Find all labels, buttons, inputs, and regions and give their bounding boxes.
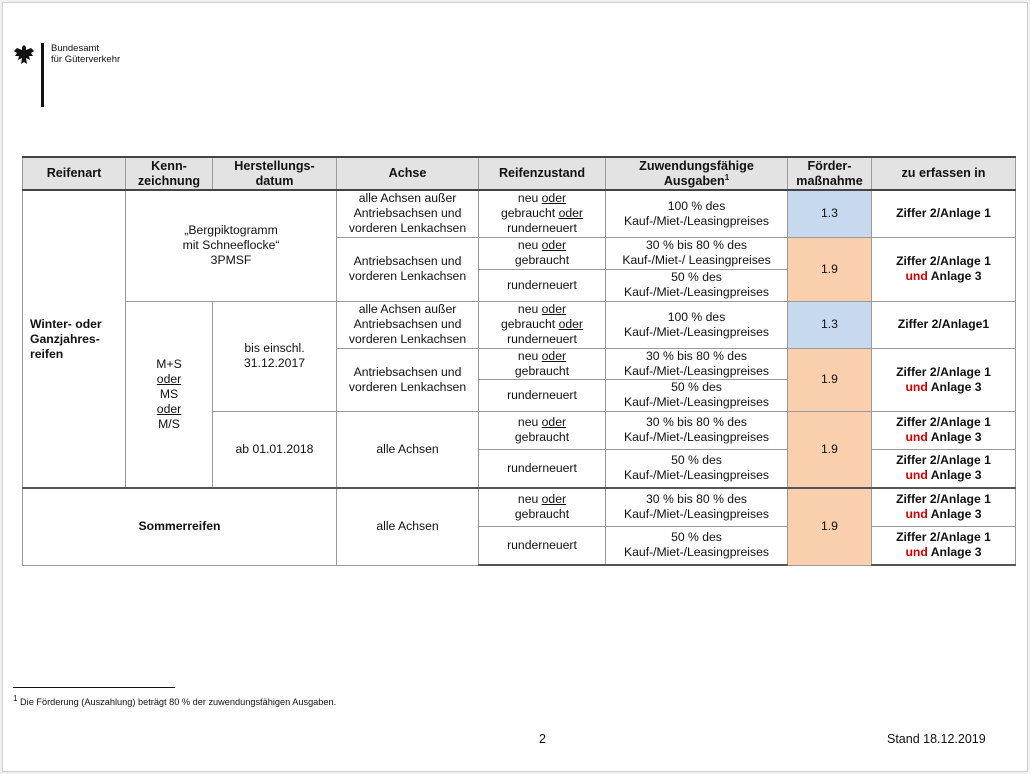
cell-erfassen: Ziffer 2/Anlage1	[872, 301, 1016, 348]
cell-achse: alle Achsen außer Antriebsachsen und vorderen Lenkachsen	[337, 301, 479, 348]
logo-divider	[41, 43, 44, 107]
table-row	[23, 190, 1016, 237]
cell-massnahme-1-9: 1.9	[788, 348, 872, 411]
cell-achse: alle Achsen	[337, 488, 479, 565]
footnote-text: Die Förderung (Auszahlung) beträgt 80 % der zuwendungsfähigen Ausgaben.	[20, 697, 337, 707]
col-header-ausgaben: Zuwendungsfähige Ausgaben$^1$	[606, 157, 788, 190]
table-row	[23, 301, 1016, 348]
cell-zustand: neu oder gebraucht	[479, 488, 606, 526]
cell-erfassen: Ziffer 2/Anlage 1 und Anlage 3	[872, 488, 1016, 526]
cell-ausgaben: 30 % bis 80 % des Kauf-/Miet-/Leasingpreises 50 % des Kauf-/Miet-/Leasingpreises	[606, 348, 788, 411]
cell-zustand: neu oder gebraucht	[479, 411, 606, 449]
cell-erfassen: Ziffer 2/Anlage 1 und Anlage 3	[872, 449, 1016, 488]
cell-zustand: neu oder gebraucht runderneuert	[479, 348, 606, 411]
table-header-row	[23, 157, 1016, 190]
cell-erfassen: Ziffer 2/Anlage 1 und Anlage 3	[872, 411, 1016, 449]
cell-ausgaben: 30 % bis 80 % des Kauf-/Miet-/ Leasingpreises	[606, 237, 788, 269]
cell-erfassen: Ziffer 2/Anlage 1	[872, 190, 1016, 237]
federal-eagle-icon	[13, 43, 35, 67]
cell-zustand: neu oder gebraucht oder runderneuert	[479, 190, 606, 237]
cell-zustand: neu oder gebraucht oder runderneuert	[479, 301, 606, 348]
cell-zustand: runderneuert	[479, 269, 606, 301]
cell-achse: Antriebsachsen und vorderen Lenkachsen	[337, 237, 479, 301]
cell-erfassen: Ziffer 2/Anlage 1 und Anlage 3	[872, 237, 1016, 301]
page-number: 2	[539, 732, 546, 746]
cell-ms-kennzeichnung: M+S oder MS oder M/S	[126, 301, 213, 488]
col-header-achse: Achse	[337, 157, 479, 190]
cell-massnahme-1-9: 1.9	[788, 237, 872, 301]
footnote-marker: 1	[13, 693, 18, 703]
cell-massnahme-1-3: 1.3	[788, 301, 872, 348]
cell-achse: alle Achsen außer Antriebsachsen und vorderen Lenkachsen	[337, 190, 479, 237]
cell-winter-reifenart: Winter- oder Ganzjahres-reifen	[23, 190, 126, 488]
cell-ausgaben: 50 % des Kauf-/Miet-/Leasingpreises	[606, 449, 788, 488]
cell-ausgaben: 30 % bis 80 % des Kauf-/Miet-/Leasingpreises	[606, 411, 788, 449]
cell-herstellungsdatum-bis: bis einschl. 31.12.2017	[213, 301, 337, 411]
organization-name: Bundesamt für Güterverkehr	[51, 43, 121, 65]
col-header-reifenzustand: Reifenzustand	[479, 157, 606, 190]
cell-3pmsf-kennzeichnung: „Bergpiktogramm mit Schneeflocke“ 3PMSF	[126, 190, 337, 301]
cell-erfassen: Ziffer 2/Anlage 1 und Anlage 3	[872, 348, 1016, 411]
footnote-divider	[13, 687, 175, 688]
cell-zustand: runderneuert	[479, 526, 606, 565]
cell-achse: Antriebsachsen und vorderen Lenkachsen	[337, 348, 479, 411]
document-date: Stand 18.12.2019	[887, 732, 986, 746]
table-row	[23, 488, 1016, 526]
cell-herstellungsdatum-ab: ab 01.01.2018	[213, 411, 337, 488]
cell-ausgaben: 30 % bis 80 % des Kauf-/Miet-/Leasingpreises	[606, 488, 788, 526]
footnote	[13, 693, 337, 707]
cell-achse: alle Achsen	[337, 411, 479, 488]
col-header-reifenart: Reifenart	[23, 157, 126, 190]
cell-zustand: runderneuert	[479, 449, 606, 488]
col-header-erfassen: zu erfassen in	[872, 157, 1016, 190]
cell-ausgaben: 100 % des Kauf-/Miet-/Leasingpreises	[606, 301, 788, 348]
cell-sommer-reifenart: Sommerreifen	[23, 488, 337, 565]
cell-ausgaben: 100 % des Kauf-/Miet-/Leasingpreises	[606, 190, 788, 237]
col-header-herstellungsdatum: Herstellungs- datum	[213, 157, 337, 190]
cell-massnahme-1-9: 1.9	[788, 411, 872, 488]
cell-massnahme-1-3: 1.3	[788, 190, 872, 237]
document-page	[2, 2, 1028, 772]
tire-funding-table	[22, 156, 1016, 566]
cell-ausgaben: 50 % des Kauf-/Miet-/Leasingpreises	[606, 526, 788, 565]
col-header-kennzeichnung: Kenn- zeichnung	[126, 157, 213, 190]
cell-erfassen: Ziffer 2/Anlage 1 und Anlage 3	[872, 526, 1016, 565]
cell-zustand: neu oder gebraucht	[479, 237, 606, 269]
cell-ausgaben: 50 % des Kauf-/Miet-/Leasingpreises	[606, 269, 788, 301]
col-header-foerdermassnahme: Förder- maßnahme	[788, 157, 872, 190]
cell-massnahme-1-9: 1.9	[788, 488, 872, 565]
